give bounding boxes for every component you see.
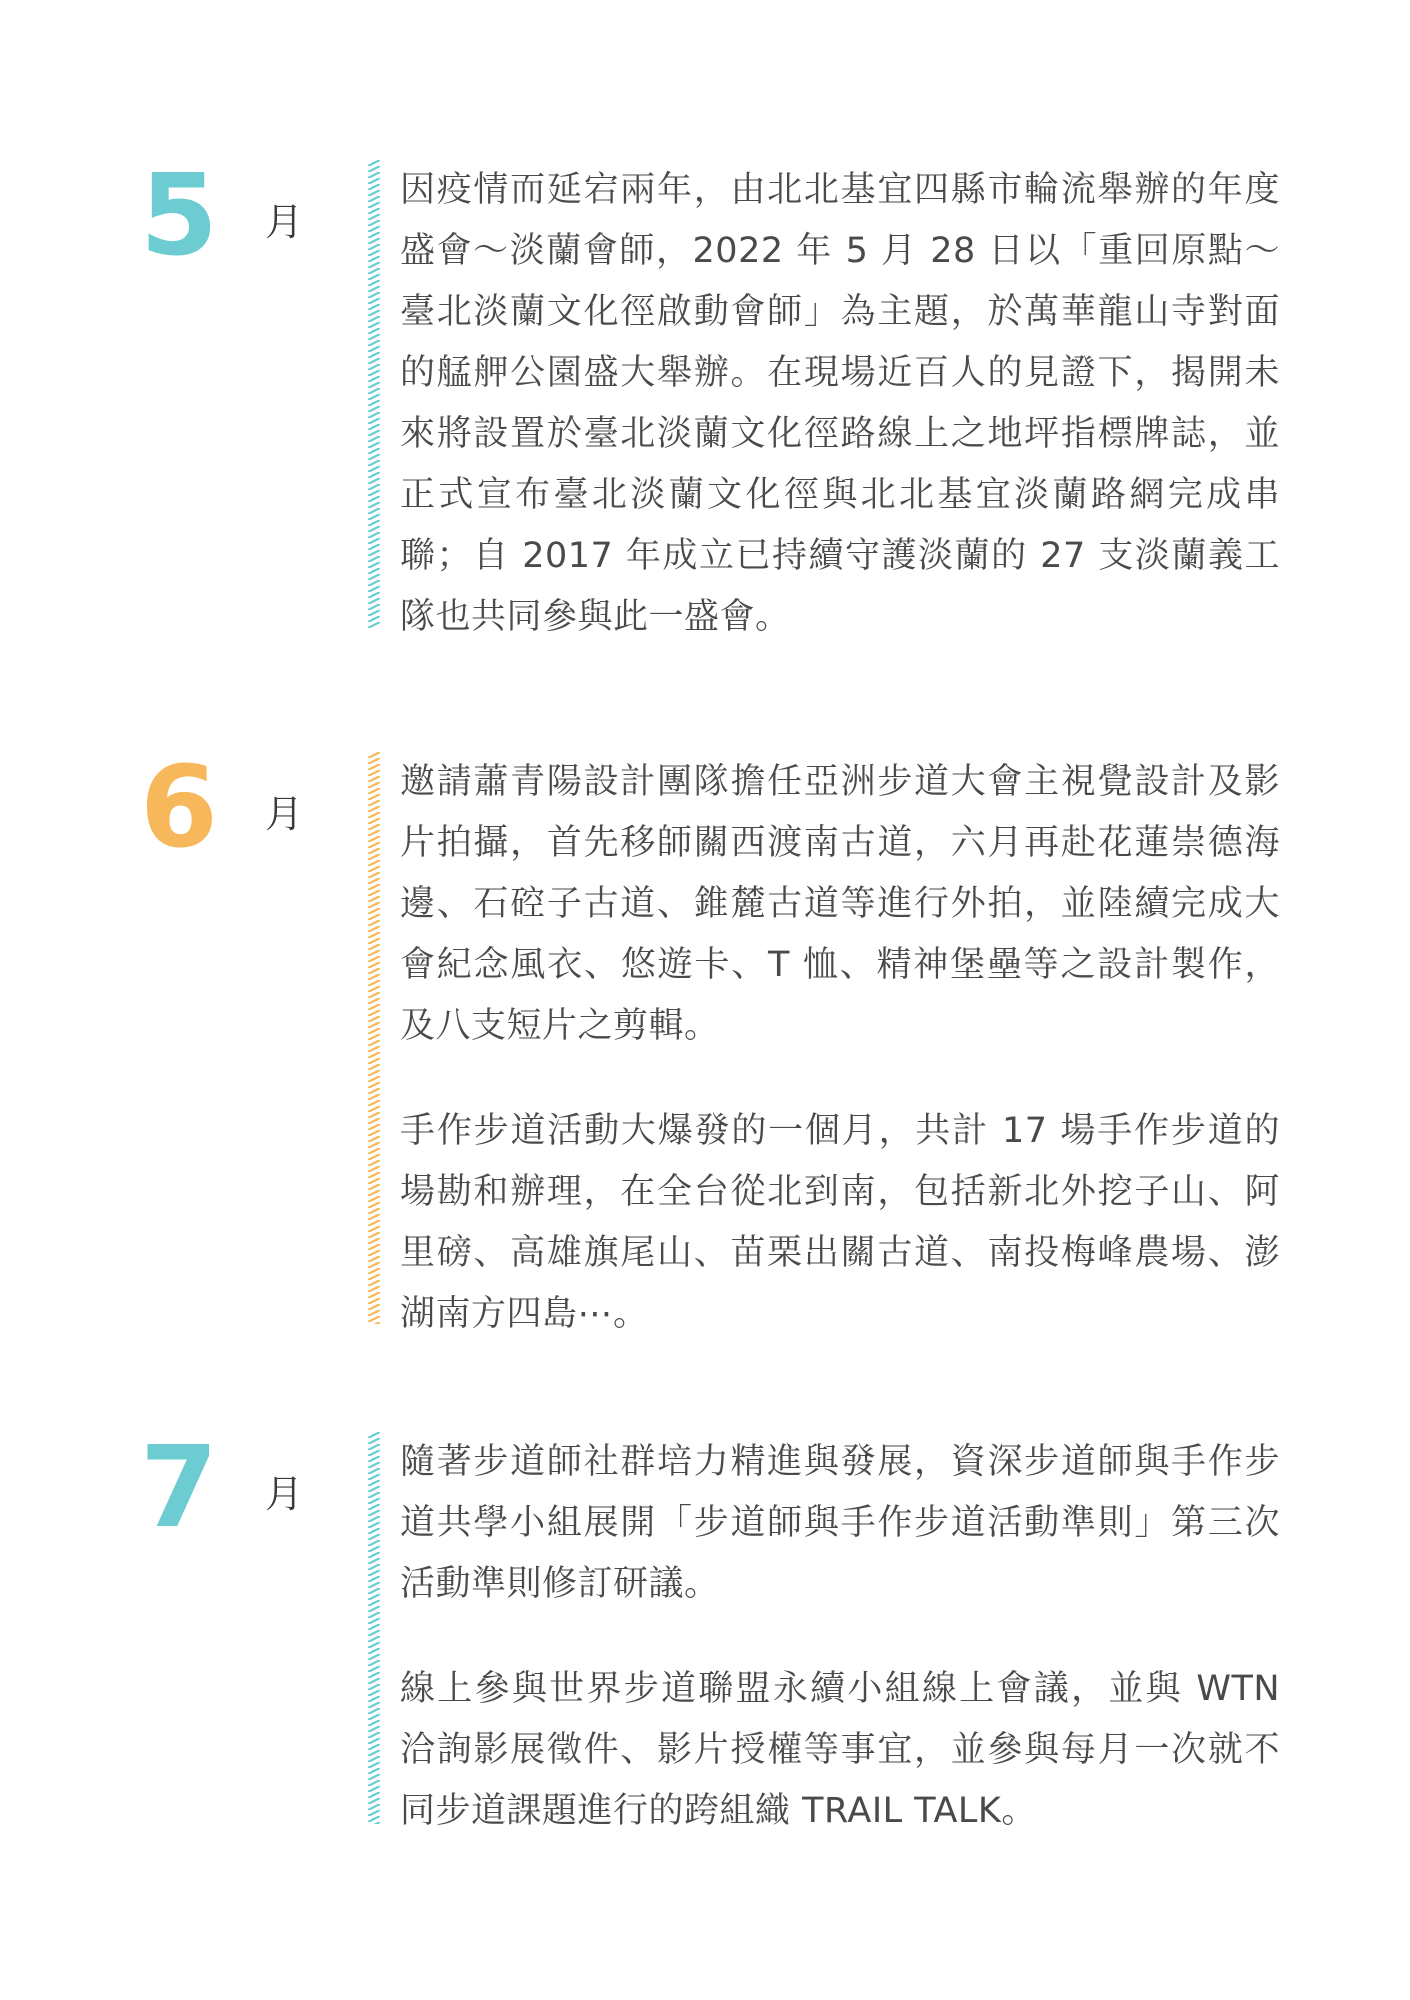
paragraph: 邀請蕭青陽設計團隊擔任亞洲步道大會主視覺設計及影片拍攝，首先移師關西渡南古道，六月再赴花蓮崇德海邊、石硿子古道、錐麓古道等進行外拍，並陸續完成大會紀念風衣、悠遊卡、T 恤、精神堡壘等之設計製作，及八支短片之剪輯。 — [400, 762, 1280, 1046]
month-unit-label: 月 — [265, 792, 304, 836]
month-content — [400, 1432, 1280, 1842]
hatched-divider — [368, 160, 380, 628]
paragraph: 線上參與世界步道聯盟永續小組線上會議，並與 WTN 洽詢影展徵件、影片授權等事宜，並參與每月一次就不同步道課題進行的跨組織 TRAIL TALK。 — [400, 1669, 1280, 1831]
month-number: 5 — [140, 151, 218, 281]
month-content — [400, 752, 1280, 1345]
month-unit-label: 月 — [265, 1472, 304, 1516]
paragraph: 手作步道活動大爆發的一個月，共計 17 場手作步道的場勘和辦理，在全台從北到南，包括新北外挖子山、阿里磅、高雄旗尾山、苗栗出關古道、南投梅峰農場、澎湖南方四島⋯。 — [400, 1111, 1280, 1334]
hatched-divider — [368, 1432, 380, 1824]
month-unit-label: 月 — [265, 200, 304, 244]
hatched-divider — [368, 752, 380, 1324]
month-content — [400, 160, 1280, 648]
paragraph: 因疫情而延宕兩年，由北北基宜四縣市輪流舉辦的年度盛會～淡蘭會師，2022 年 5 月 28 日以「重回原點～臺北淡蘭文化徑啟動會師」為主題，於萬華龍山寺對面的艋舺公園盛大舉辦。在現場近百人的見證下，揭開未來將設置於臺北淡蘭文化徑路線上之地坪指標牌誌，並正式宣布臺北淡蘭文化徑與北北基宜淡蘭路網完成串聯；自 2017 年成立已持續守護淡蘭的 27 支淡蘭義工隊也共同參與此一盛會。 — [400, 170, 1280, 637]
paragraph: 隨著步道師社群培力精進與發展，資深步道師與手作步道共學小組展開「步道師與手作步道活動準則」第三次活動準則修訂研議。 — [400, 1442, 1280, 1604]
month-number: 6 — [140, 743, 218, 873]
month-number: 7 — [140, 1423, 218, 1553]
